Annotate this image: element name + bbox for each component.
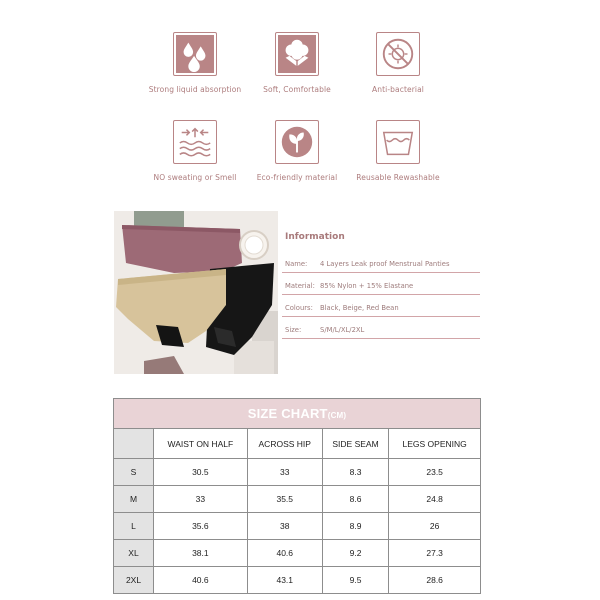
table-cell: 38 — [247, 513, 322, 540]
info-value: S/M/L/XL/2XL — [320, 326, 365, 334]
feature-label: Reusable Rewashable — [356, 173, 440, 182]
table-cell: 8.6 — [322, 486, 388, 513]
table-row — [114, 540, 481, 567]
table-cell: 30.5 — [154, 459, 248, 486]
breathable-waves-icon — [173, 120, 217, 164]
product-information — [282, 232, 480, 339]
size-chart-title-text: SIZE CHART — [247, 406, 328, 421]
column-header: WAIST ON HALF — [154, 429, 248, 459]
table-cell: 35.6 — [154, 513, 248, 540]
cotton-flower-icon — [275, 32, 319, 76]
info-key: Colours: — [285, 304, 313, 312]
table-cell: 35.5 — [247, 486, 322, 513]
info-title: Information — [285, 232, 345, 242]
info-key: Material: — [285, 282, 315, 290]
table-cell: 23.5 — [389, 459, 481, 486]
size-chart-header-row — [114, 429, 481, 459]
info-key: Size: — [285, 326, 302, 334]
header-blank-cell — [114, 429, 154, 459]
info-row-name — [282, 251, 480, 273]
table-cell: 24.8 — [389, 486, 481, 513]
info-row-size — [282, 317, 480, 339]
info-value: 4 Layers Leak proof Menstrual Panties — [320, 260, 450, 268]
size-chart-table — [113, 398, 481, 594]
feature-reusable — [333, 120, 463, 182]
table-cell: 40.6 — [154, 567, 248, 594]
size-chart-unit: (CM) — [327, 411, 347, 420]
wash-basin-icon — [376, 120, 420, 164]
product-photo — [114, 211, 278, 374]
anti-bacteria-icon — [376, 32, 420, 76]
table-row — [114, 459, 481, 486]
info-row-colours — [282, 295, 480, 317]
table-row — [114, 513, 481, 540]
size-label: L — [114, 513, 154, 540]
table-row — [114, 486, 481, 513]
table-row — [114, 567, 481, 594]
info-value: 85% Nylon + 15% Elastane — [320, 282, 414, 290]
size-label: M — [114, 486, 154, 513]
table-cell: 8.3 — [322, 459, 388, 486]
table-cell: 9.5 — [322, 567, 388, 594]
panties-illustration — [114, 211, 278, 374]
size-chart-title — [114, 399, 481, 429]
size-label: S — [114, 459, 154, 486]
table-cell: 27.3 — [389, 540, 481, 567]
leaf-sprout-icon — [275, 120, 319, 164]
water-drops-icon — [173, 32, 217, 76]
feature-label: Soft, Comfortable — [263, 85, 331, 94]
table-cell: 33 — [247, 459, 322, 486]
feature-label: NO sweating or Smell — [153, 173, 237, 182]
table-cell: 43.1 — [247, 567, 322, 594]
table-cell: 38.1 — [154, 540, 248, 567]
column-header: LEGS OPENING — [389, 429, 481, 459]
table-cell: 26 — [389, 513, 481, 540]
feature-label: Eco-friendly material — [256, 173, 338, 182]
column-header: SIDE SEAM — [322, 429, 388, 459]
feature-label: Strong liquid absorption — [148, 85, 242, 94]
info-value: Black, Beige, Red Bean — [320, 304, 399, 312]
feature-antibacterial — [333, 32, 463, 94]
size-label: XL — [114, 540, 154, 567]
column-header: ACROSS HIP — [247, 429, 322, 459]
feature-icons-grid — [0, 0, 600, 200]
table-cell: 33 — [154, 486, 248, 513]
size-label: 2XL — [114, 567, 154, 594]
feature-label: Anti-bacterial — [372, 85, 424, 94]
table-cell: 9.2 — [322, 540, 388, 567]
info-key: Name: — [285, 260, 308, 268]
table-cell: 40.6 — [247, 540, 322, 567]
table-cell: 28.6 — [389, 567, 481, 594]
table-cell: 8.9 — [322, 513, 388, 540]
info-row-material — [282, 273, 480, 295]
